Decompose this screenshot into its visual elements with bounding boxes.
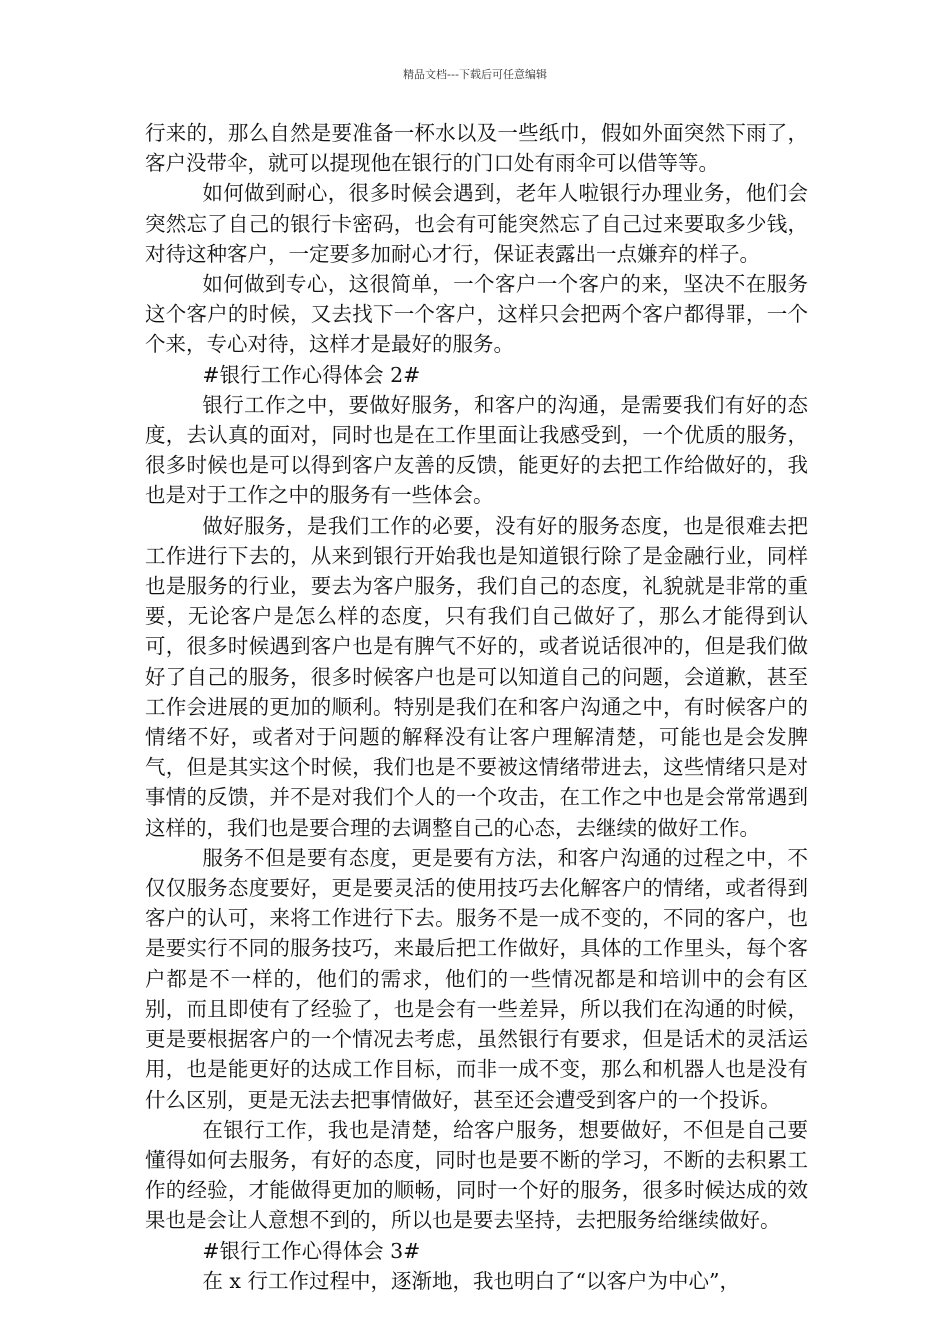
document-body xyxy=(145,118,808,1296)
paragraph: 如何做到耐心，很多时候会遇到，老年人啦银行办理业务，他们会突然忘了自己的银行卡密码，也会有可能突然忘了自己过来要取多少钱，对待这种客户，一定要多加耐心才行，保证表露出一点嫌弃的样子。 xyxy=(145,181,808,266)
paragraph: 服务不但是要有态度，更是要有方法，和客户沟通的过程之中，不仅仅服务态度要好，更是要灵活的使用技巧去化解客户的情绪，或者得到客户的认可，来将工作进行下去。服务不是一成不变的，不同的客户，也是要实行不同的服务技巧，来最后把工作做好，具体的工作里头，每个客户都是不一样的，他们的需求，他们的一些情况都是和培训中的会有区别，而且即使有了经验了，也是会有一些差异，所以我们在沟通的时候，更是要根据客户的一个情况去考虑，虽然银行有要求，但是话术的灵活运用，也是能更好的达成工作目标，而非一成不变，那么和机器人也是没有什么区别，更是无法去把事情做好，甚至还会遭受到客户的一个投诉。 xyxy=(145,845,808,1112)
paragraph: 做好服务，是我们工作的必要，没有好的服务态度，也是很难去把工作进行下去的，从来到银行开始我也是知道银行除了是金融行业，同样也是服务的行业，要去为客户服务，我们自己的态度，礼貌就是非常的重要，无论客户是怎么样的态度，只有我们自己做好了，那么才能得到认可，很多时候遇到客户也是有脾气不好的，或者说话很冲的，但是我们做好了自己的服务，很多时候客户也是可以知道自己的问题，会道歉，甚至工作会进展的更加的顺利。特别是我们在和客户沟通之中，有时候客户的情绪不好，或者对于问题的解释没有让客户理解清楚，可能也是会发脾气，但是其实这个时候，我们也是不要被这情绪带进去，这些情绪只是对事情的反馈，并不是对我们个人的一个攻击，在工作之中也是会常常遇到这样的，我们也是要合理的去调整自己的心态，去继续的做好工作。 xyxy=(145,513,808,840)
section-heading: #银行工作心得体会 3# xyxy=(202,1238,421,1263)
paragraph: 如何做到专心，这很简单，一个客户一个客户的来，坚决不在服务这个客户的时候，又去找下一个客户，这样只会把两个客户都得罪，一个个来，专心对待，这样才是最好的服务。 xyxy=(145,272,808,357)
section-heading: #银行工作心得体会 2# xyxy=(202,362,421,387)
page-header: 精品文档---下载后可任意编辑 xyxy=(403,68,547,81)
paragraph: 行来的，那么自然是要准备一杯水以及一些纸巾，假如外面突然下雨了，客户没带伞，就可以提现他在银行的门口处有雨伞可以借等等。 xyxy=(145,121,808,176)
paragraph: 银行工作之中，要做好服务，和客户的沟通，是需要我们有好的态度，去认真的面对，同时也是在工作里面让我感受到，一个优质的服务，很多时候也是可以得到客户友善的反馈，能更好的去把工作给做好的，我也是对于工作之中的服务有一些体会。 xyxy=(145,392,808,508)
paragraph: 在 x 行工作过程中，逐渐地，我也明白了“以客户为中心”， xyxy=(202,1268,740,1293)
paragraph: 在银行工作，我也是清楚，给客户服务，想要做好，不但是自己要懂得如何去服务，有好的态度，同时也是要不断的学习，不断的去积累工作的经验，才能做得更加的顺畅，同时一个好的服务，很多时候达成的效果也是会让人意想不到的，所以也是要去坚持，去把服务给继续做好。 xyxy=(145,1117,808,1233)
